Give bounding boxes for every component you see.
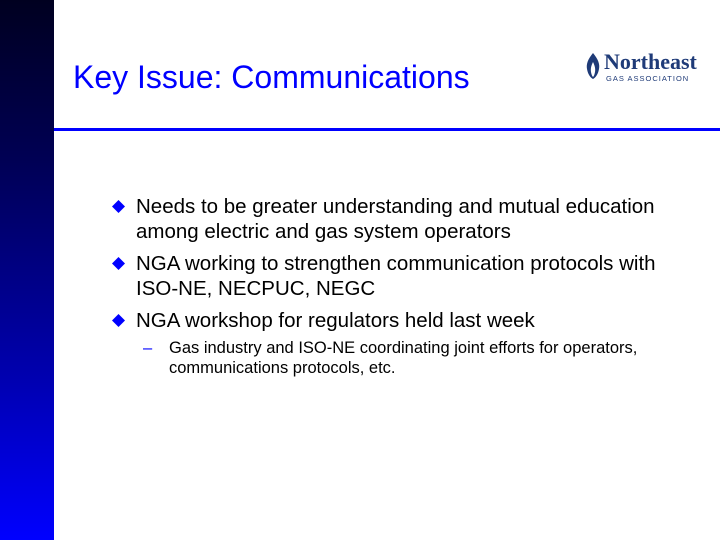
bullet-text: NGA working to strengthen communication protocols with ISO-NE, NECPUC, NEGC (136, 252, 656, 300)
sub-bullet-text: Gas industry and ISO-NE coordinating joint efforts for operators, communications protocols, etc. (169, 339, 638, 377)
sub-bullet-item (143, 338, 670, 378)
logo-subtitle: GAS ASSOCIATION (606, 74, 690, 83)
left-gradient-bar (0, 0, 54, 540)
bullet-item (110, 251, 670, 301)
bullet-text: Needs to be greater understanding and mutual education among electric and gas system operators (136, 195, 655, 243)
northeast-gas-association-logo (585, 48, 713, 90)
bullet-item (110, 194, 670, 244)
bullet-item (110, 308, 670, 333)
diamond-bullet-icon (112, 200, 125, 213)
title-divider (54, 128, 720, 131)
bullet-text: NGA workshop for regulators held last week (136, 309, 535, 332)
slide-title: Key Issue: Communications (73, 59, 470, 95)
diamond-bullet-icon (112, 314, 125, 327)
diamond-bullet-icon (112, 257, 125, 270)
flame-icon (585, 53, 601, 79)
bullet-list (110, 194, 670, 378)
logo-name: Northeast (604, 49, 697, 74)
dash-bullet-marker: – (143, 339, 153, 357)
